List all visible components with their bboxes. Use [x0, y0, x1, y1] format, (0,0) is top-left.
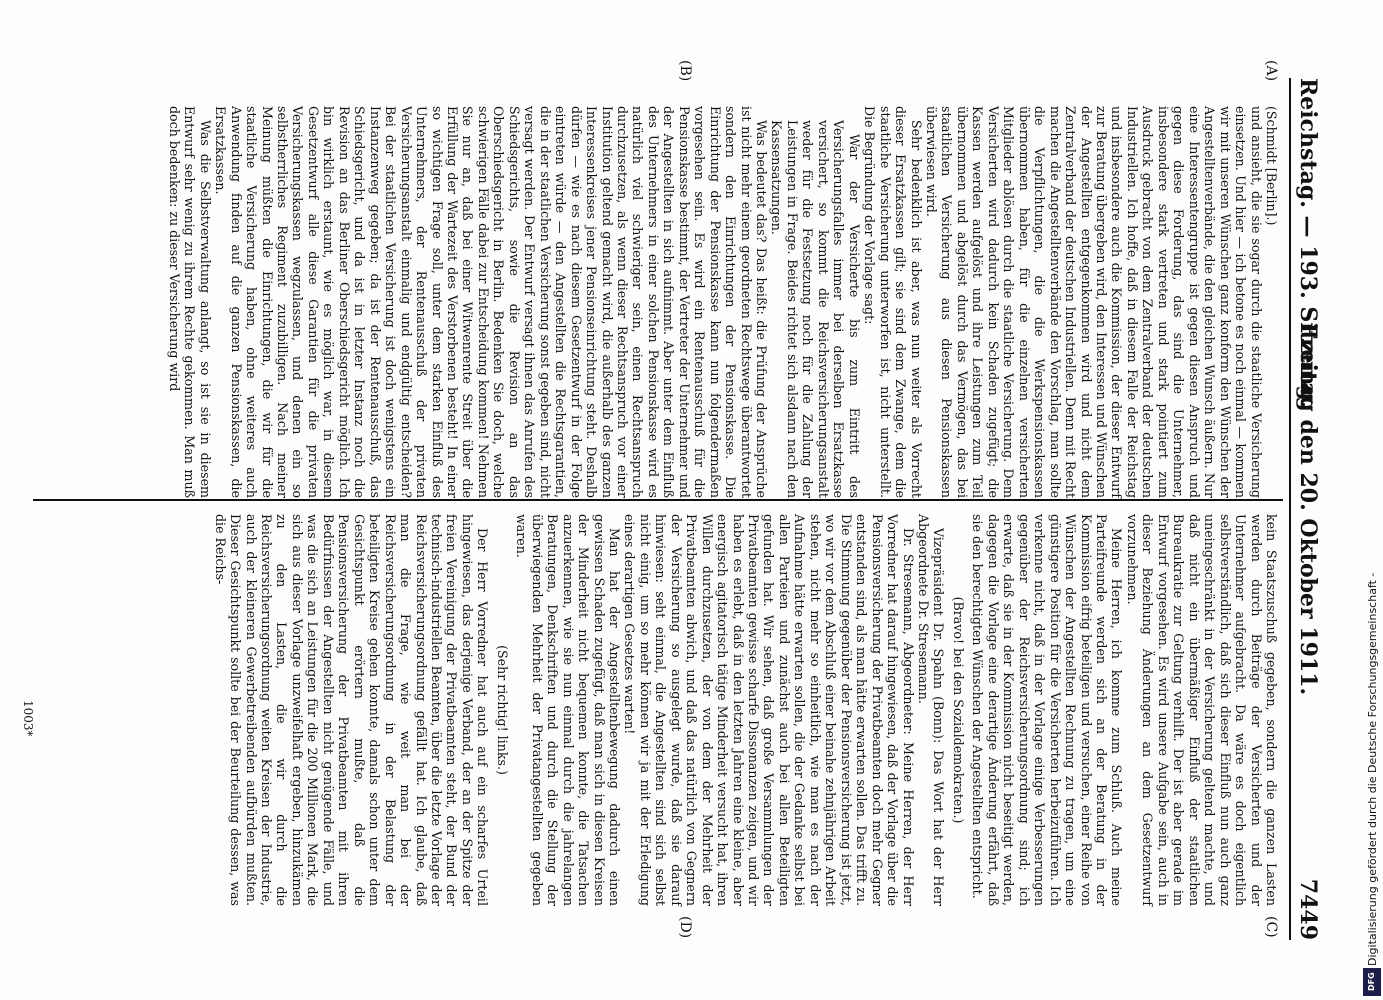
- margin-marker-b: (B): [677, 60, 693, 82]
- margin-marker-a: (A): [1263, 60, 1279, 82]
- paragraph: Was bedeutet das? Das heißt: die Prüfung der Ansprüche ist nicht mehr einem geordneten Rechtswege überantwortet sondern den Einrichtungen der Pensionskasse. Die Einrichtung der Pensionskasse kann nun folgendermaßen vorgesehen sein. Es wird ein Rentenausschuß für die Pensionskasse bestimmt, der Vertreter der Unternehmer und der Angestellten in sich aufnimmt. Aber unter dem Einfluß des Unternehmers in einer solchen Pensionskasse wird es natürlich viel schwieriger sein, einen Rechtsanspruch durchzusetzen, als wenn dieser Rechtsanspruch vor einer Institution geltend gemacht wird, die außerhalb des ganzen Interessenkreises jener Pensionseinrichtung steht. Deshalb dürfen — wie es nach diesem Gesetzentwurf in der Folge eintreten würde — den Angestellten die Rechtsgarantien, die in der staatlichen Versicherung sonst gegeben sind, nicht versagt werden. Der Entwurf versagt ihnen das Anrufen des Schiedsgerichts, sowie die Revision an das Oberschiedsgericht in Berlin. Bedenken Sie doch, welche schwierigen Fälle dabei zur Entscheidung kommen! Nehmen Sie nur an, daß bei einer Witwenrente Streit über die Erfüllung der Wartezeit des Verstorbenen besteht! In einer so wichtigen Frage soll, unter dem starken Einfluß des Unternehmers, der Rentenausschuß der privaten Versicherungsanstalt einmalig und endgültig entscheiden? Bei der staatlichen Versicherung ist doch wenigstens ein Instanzenweg gegeben; da ist der Rentenausschuß, das Schiedsgericht, und da ist in letzter Instanz noch die Revision an das Berliner Oberschiedsgericht möglich. Ich bin wirklich erstaunt, wie es möglich war, in diesem Gesetzentwurf alle diese Garantien für die privaten Versicherungskassen wegzulassen, und denen ein so selbstherrliches Regiment zuzubilligen. Nach meiner Meinung müßten die Einrichtungen, die wir für die staatliche Versicherung haben, ohne weiteres auch Anwendung finden auf die ganzen Pensionskassen, die Ersatzkassen.: [213, 106, 770, 498]
- text-column-right: [212, 514, 1279, 906]
- sheet-number: 1003*: [21, 700, 35, 737]
- dfg-logo-text: DFG: [1367, 972, 1376, 992]
- margin-marker-c: (C): [1263, 916, 1279, 938]
- header-center: Freitag den 20. Oktober 1911.: [1295, 322, 1321, 696]
- digitization-credit: Digitalisierung gefördert durch die Deutsche Forschungsgemeinschaft -: [1366, 572, 1379, 966]
- paragraph: Der Herr Vorredner hat auch auf ein scharfes Urteil hingewiesen, das derjenige Verband, der an der Spitze der freien Vereinigung der Privatbeamten steht, der Bund der technisch-industriellen Beamten, über die letzte Vorlage der Reichsversicherungsordnung gefällt hat. Ich glaube, daß man die Frage, wie weit man bei der Reichsversicherungsordnung in der Belastung der beteiligten Kreise gehen konnte, damals schon unter dem Gesichtspunkt erörtern mußte, daß die Pensionsversicherung der Privatbeamten mit ihren Bedürfnissen der Angestellten nicht genügende Fälle, und was die sich an Leistungen für die 200 Millionen Mark, die sich aus dieser Vorlage unzweifelhaft ergeben, hinzukämen zu den Lasten, die wir durch die Reichsversicherungsordnung weiten Kreisen der Industrie, auch der kleineren Gewerbetreibenden aufbürden mußten. Dieser Gesichtspunkt sollte bei der Beurteilung dessen, was die Reichs-: [212, 514, 491, 906]
- dfg-logo-icon: [1363, 968, 1381, 996]
- paragraph: und ansieht, die sie sogar durch die staatliche Versicherung einsetzen. Und hier — ich betone es noch einmal — kommen wir mit unseren Wünschen ganz konform den Wünschen der Angestelltenverbände, die den gleichen Wunsch äußern. Nur eine Interessentengruppe ist gegen diesen Anspruch und gegen diese Forderung, das sind die Unternehmer, insbesondere stark vertreten und stark pointiert zum Ausdruck gebracht von dem Zentralverband der deutschen Industriellen. Ich hoffe, daß in diesem Falle der Reichstag und insbesondere auch die Kommission, der dieser Entwurf zur Beratung übergeben wird, den Interessen und Wünschen der Angestellten entgegenkommen wird und nicht dem Zentralverband der deutschen Industriellen. Denn mit Recht machen die Angestelltenverbände den Vorschlag, man sollte die Verpflichtungen, die die Werkspensionskassen übernommen haben, für die einzelnen versicherten Mitglieder ablösen durch die staatliche Versicherung. Dem Versicherten wird dadurch kein Schaden zugefügt; die Kassen werden aufgelöst und ihre Leistungen zum Teil übernommen und abgelöst durch das Vermögen, das bei staatlichen Versicherung aus diesen Pensionskassen überwiesen wird.: [924, 106, 1264, 498]
- paragraph: Man hat der Angestelltenbewegung dadurch einen gewissen Schaden zugefügt, daß man sich in diesen Kreisen der Minderheit nicht bequemen konnte, die Tatsachen anzuerkennen, wie sie nun einmal durch die jahrelangen Beratungen, Denkschriften und durch die Stellung der überwiegenden Mehrheit der Privatangestellten gegeben waren.: [514, 514, 622, 906]
- applause-note: (Bravo! bei den Sozialdemokraten.): [950, 596, 966, 824]
- paragraph: Meine Herren, ich komme zum Schluß. Auch meine Parteifreunde werden sich an der Beratung in der Kommission eifrig beteiligen und versuchen, einer Reihe von Wünschen der Angestellten Rechnung zu tragen, um eine günstigere Position für die Versicherten herbeizuführen. Ich verkenne nicht, daß in der Vorlage einige Verbesserungen gegenüber der Reichsversicherungsordnung sind; ich erwarte, daß sie in der Kommission nicht beseitigt werden, dagegen die Vorlage eine derartige Änderung erfährt, daß sie den berechtigten Wünschen der Angestellten entspricht.: [970, 514, 1125, 906]
- speaker-tag: (Schmidt [Berlin].): [1264, 106, 1279, 226]
- margin-marker-d: (D): [677, 916, 693, 939]
- paragraph: Sehr bedenklich ist aber, was nun weiter als Vorrecht dieser Ersatzkassen gilt; sie sind dem Zwange, dem die staatliche Versicherung unterworfen ist, nicht unterstellt. Die Begründung der Vorlage sagt:: [862, 106, 924, 498]
- paragraph: Was die Selbstverwaltung anlangt, so ist sie in diesem Entwurf sehr wenig zu ihrem Rechte gekommen. Man muß doch bedenken: zu dieser Versicherung wird: [166, 106, 213, 498]
- header-page-number: 7449: [1295, 878, 1321, 940]
- header-left: Reichstag. — 193. Sitzung.: [1295, 78, 1321, 409]
- applause-note: (Sehr richtig! links.): [494, 645, 510, 775]
- text-column-left: [166, 106, 1279, 498]
- column-divider: [33, 499, 1283, 501]
- paragraph: Dr. Stresemann, Abgeordneter: Meine Herren, der Herr Vorredner hat darauf hingewiesen, daß der Vorlage über die Pensionsversicherung der Privatbeamten doch mehr Gegner entstanden sind, als man hätte erwarten sollen. Das trifft zu. Die Stimmung gegenüber der Pensionsversicherung ist jetzt, wo wir vor dem Abschluß einer beinahe zehnjährigen Arbeit stehen, nicht mehr so einheitlich, wie man es nach der Aufnahme hätte erwarten sollen, die der Gedanke selbst bei allen Parteien und zunächst auch bei allen Beteiligten gefunden hat. Wir sehen, daß große Versammlungen der Privatbeamten gewisse scharfe Dissonanzen zeigen, und wir haben es erlebt, daß in den letzten Jahren eine kleine, aber energisch agitatorisch tätige Minderheit versucht hat, ihren Willen durchzusetzen, der von dem der Mehrheit der Privatbeamten abwich, und daß das natürlich von Gegnern der Versicherung so ausgelegt wurde, daß sie darauf hinwiesen: seht einmal, die Angestellten sind sich selbst nicht einig, um so mehr können wir ja mit der Erledigung eines derartigen Gesetzes warten!: [622, 514, 916, 906]
- quotation: War der Versicherte bis zum Eintritt des Versicherungsfalles immer bei derselben Ersatzkasse versichert, so kommt die Reichsversicherungsanstalt weder für die Festsetzung noch für die Zahlung der Leistungen in Frage. Beides richtet sich alsdann nach den Kassensatzungen.: [769, 120, 862, 498]
- paragraph: kein Staatszuschuß gegeben, sondern die ganzen Lasten werden durch Beiträge der Versicherten und der Unternehmer aufgebracht. Da wäre es doch eigentlich selbstverständlich, daß sich dieser Einfluß nun auch ganz uneingeschränkt in der Versicherung geltend machte, und daß nicht ein übermäßiger Einfluß der staatlichen Bureaukratie zur Geltung verhilft. Der ist aber gerade im Entwurf vorgesehen. Es wird unsere Aufgabe sein, auch in dieser Beziehung Änderungen an dem Gesetzentwurf vorzunehmen.: [1124, 514, 1279, 906]
- paragraph: Vizepräsident Dr. Spahn (Bonn): Das Wort hat der Herr Abgeordnete Dr. Stresemann.: [916, 514, 947, 906]
- page-header: [1289, 78, 1325, 940]
